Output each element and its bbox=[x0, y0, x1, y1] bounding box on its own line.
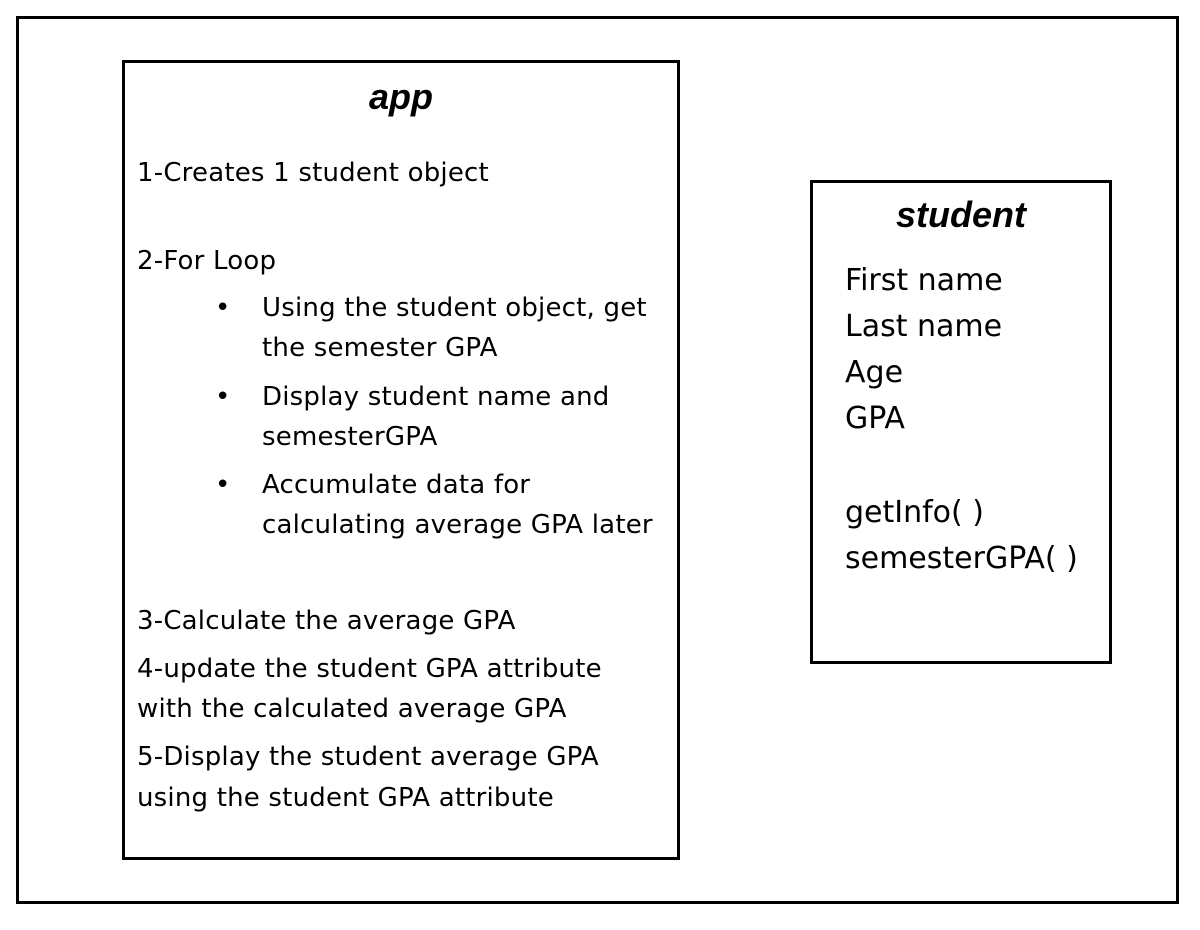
bullet-icon: • bbox=[215, 382, 231, 412]
attribute-gpa: GPA bbox=[845, 401, 905, 436]
bullet-1-line-1: Using the student object, get bbox=[262, 293, 647, 323]
student-title: student bbox=[896, 194, 1026, 235]
app-title: app bbox=[368, 76, 433, 117]
bullet-3-line-2: calculating average GPA later bbox=[262, 510, 653, 540]
bullet-icon: • bbox=[215, 293, 231, 323]
step-1: 1-Creates 1 student object bbox=[137, 158, 489, 188]
bullet-2-line-1: Display student name and bbox=[262, 382, 610, 412]
bullet-1-line-2: the semester GPA bbox=[262, 333, 498, 363]
method-semester-gpa: semesterGPA( ) bbox=[845, 541, 1078, 576]
bullet-3-line-1: Accumulate data for bbox=[262, 470, 531, 500]
step-5-line-2: using the student GPA attribute bbox=[137, 783, 554, 813]
attribute-age: Age bbox=[845, 355, 904, 390]
step-4-line-2: with the calculated average GPA bbox=[137, 694, 567, 724]
bullet-icon: • bbox=[215, 470, 231, 500]
attribute-first-name: First name bbox=[845, 263, 1003, 298]
student-class-box bbox=[810, 180, 1112, 664]
step-4-line-1: 4-update the student GPA attribute bbox=[137, 654, 602, 684]
step-2: 2-For Loop bbox=[137, 246, 277, 276]
step-5-line-1: 5-Display the student average GPA bbox=[137, 742, 599, 772]
attribute-last-name: Last name bbox=[845, 309, 1003, 344]
app-class-box bbox=[122, 60, 680, 860]
step-3: 3-Calculate the average GPA bbox=[137, 606, 516, 636]
method-get-info: getInfo( ) bbox=[845, 495, 984, 530]
bullet-2-line-2: semesterGPA bbox=[262, 422, 438, 452]
